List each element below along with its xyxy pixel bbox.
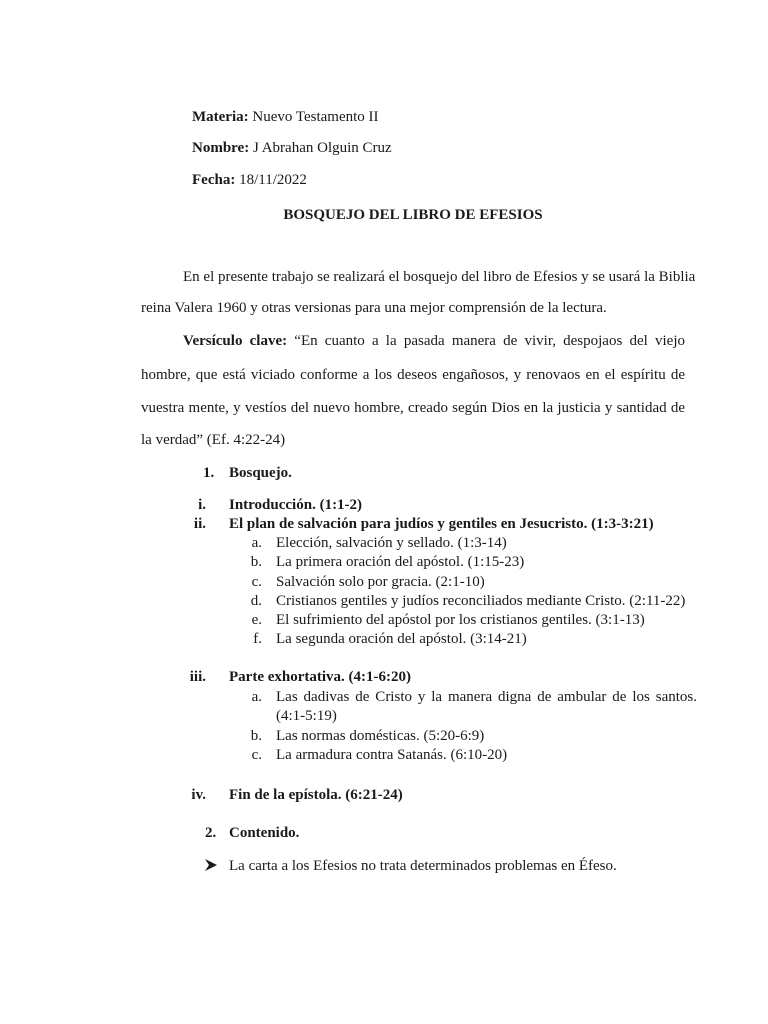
list-item: La primera oración del apóstol. (1:15-23)	[276, 554, 525, 570]
outline-iii-numeral: iii.	[189, 669, 206, 685]
list-item-letter: c.	[251, 574, 262, 590]
intro-line-2: reina Valera 1960 y otras versionas para una mejor comprensión de la lectura.	[141, 300, 607, 316]
key-verse-line-1	[183, 332, 685, 350]
nombre-label: Nombre:	[192, 140, 250, 156]
list-item: Cristianos gentiles y judíos reconciliados mediante Cristo. (2:11-22)	[276, 593, 686, 609]
list-item-letter: a.	[251, 535, 262, 551]
materia-line	[192, 108, 379, 126]
list-item-continuation: (4:1-5:19)	[276, 708, 337, 724]
list-item-letter: f.	[253, 631, 262, 647]
outline-i-title: Introducción. (1:1-2)	[229, 497, 363, 513]
key-verse-line-2: hombre, que está viciado conforme a los deseos engañosos, y renovaos en el espíritu de	[141, 367, 685, 383]
fecha-line	[192, 171, 307, 189]
list-item: La armadura contra Satanás. (6:10-20)	[276, 747, 508, 763]
list-item-letter: c.	[251, 747, 262, 763]
intro-line-1: En el presente trabajo se realizará el bosquejo del libro de Efesios y se usará la Biblia	[183, 269, 696, 285]
bullet-item: La carta a los Efesios no trata determinados problemas en Éfeso.	[229, 858, 617, 874]
key-verse-label: Versículo clave:	[183, 333, 288, 349]
section-2-number: 2.	[205, 825, 217, 841]
document-title: BOSQUEJO DEL LIBRO DE EFESIOS	[283, 207, 543, 223]
list-item-letter: b.	[250, 554, 262, 570]
list-item: Las normas domésticas. (5:20-6:9)	[276, 728, 485, 744]
nombre-value: J Abrahan Olguin Cruz	[252, 140, 392, 156]
section-2-title: Contenido.	[229, 825, 300, 841]
key-verse-line-4: la verdad” (Ef. 4:22-24)	[141, 432, 286, 448]
outline-ii-title: El plan de salvación para judíos y gentiles en Jesucristo. (1:3-3:21)	[229, 516, 654, 532]
outline-iii-title: Parte exhortativa. (4:1-6:20)	[229, 669, 412, 685]
list-item: Elección, salvación y sellado. (1:3-14)	[276, 535, 507, 551]
list-item: El sufrimiento del apóstol por los cristianos gentiles. (3:1-13)	[276, 612, 645, 628]
outline-ii-numeral: ii.	[193, 516, 206, 532]
outline-iv-numeral: iv.	[191, 787, 206, 803]
materia-label: Materia:	[192, 109, 249, 125]
fecha-label: Fecha:	[192, 172, 236, 188]
list-item-letter: a.	[251, 689, 262, 705]
nombre-line	[192, 139, 392, 157]
list-item: Las dadivas de Cristo y la manera digna de ambular de los santos.	[276, 689, 697, 705]
list-item-letter: e.	[251, 612, 262, 628]
list-item-letter: d.	[250, 593, 262, 609]
arrow-bullet-icon	[204, 858, 218, 872]
section-1-title: Bosquejo.	[229, 465, 292, 481]
list-item: Salvación solo por gracia. (2:1-10)	[276, 574, 485, 590]
list-item: La segunda oración del apóstol. (3:14-21)	[276, 631, 527, 647]
list-item-letter: b.	[250, 728, 262, 744]
key-verse-text-1: “En cuanto a la pasada manera de vivir, despojaos del viejo	[294, 333, 685, 349]
key-verse-line-3: vuestra mente, y vestíos del nuevo hombre, creado según Dios en la justicia y santidad de	[141, 400, 685, 416]
section-1-number: 1.	[203, 465, 215, 481]
materia-value: Nuevo Testamento II	[252, 109, 379, 125]
outline-iv-title: Fin de la epístola. (6:21-24)	[229, 787, 403, 803]
outline-i-numeral: i.	[198, 497, 206, 513]
fecha-value: 18/11/2022	[239, 172, 307, 188]
